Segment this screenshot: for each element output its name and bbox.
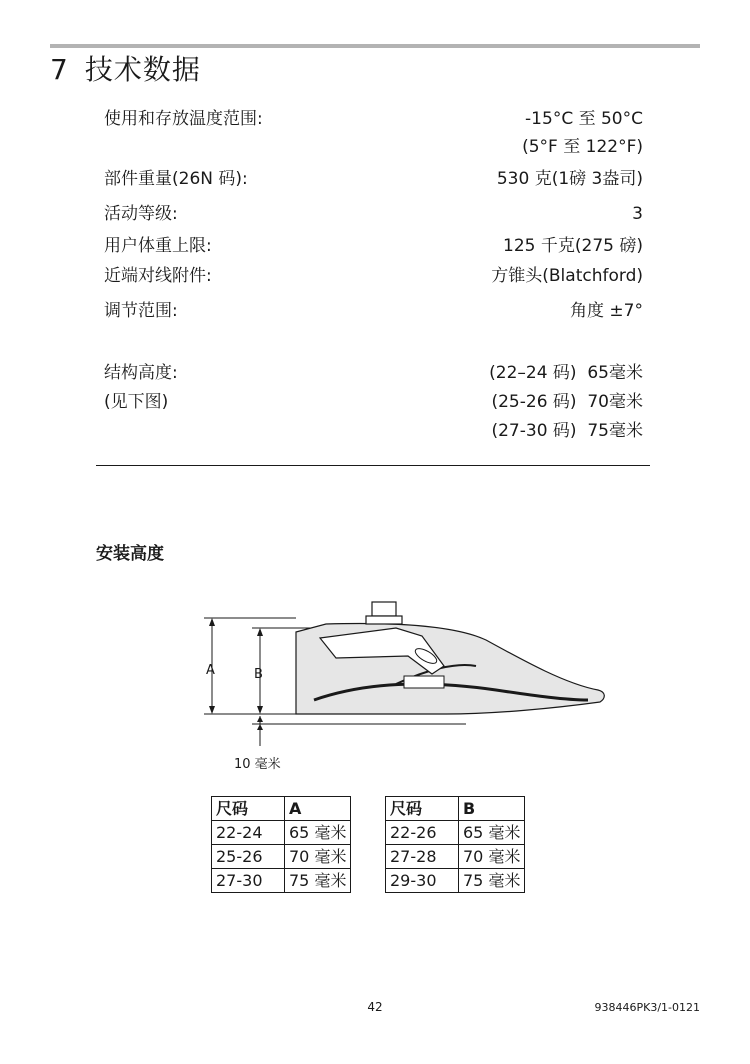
table-header-row <box>386 797 525 821</box>
foot-diagram-svg <box>196 596 616 786</box>
table-row <box>212 845 351 869</box>
dimension-a-label: A <box>206 663 215 678</box>
table-header-row <box>212 797 351 821</box>
section-number: 7 <box>50 53 69 86</box>
table-header: 尺码 <box>212 797 285 821</box>
spec-value: 3 <box>632 204 643 224</box>
build-height-value: (22–24 码) 65毫米 <box>489 363 643 383</box>
spec-build-height <box>104 362 643 446</box>
pyramid-adaptor <box>372 602 396 616</box>
table-cell: 22-26 <box>386 821 459 845</box>
spec-value: 方锥头(Blatchford) <box>491 266 643 286</box>
page-number: 42 <box>367 1000 383 1014</box>
table-cell: 65 毫米 <box>459 821 525 845</box>
dimension-b-label: B <box>254 667 263 682</box>
section-divider <box>96 465 650 466</box>
section-title <box>50 50 201 90</box>
table-cell: 22-24 <box>212 821 285 845</box>
build-height-value: (25-26 码) 70毫米 <box>491 392 643 412</box>
build-height-label: 结构高度: <box>104 363 178 383</box>
top-rule <box>50 44 700 48</box>
spec-label: 调节范围: <box>104 301 178 321</box>
table-cell: 25-26 <box>212 845 285 869</box>
table-cell: 29-30 <box>386 869 459 893</box>
table-header: A <box>285 797 351 821</box>
spec-label: 用户体重上限: <box>104 236 212 256</box>
spec-label: 使用和存放温度范围: <box>104 109 263 129</box>
spec-label: 近端对线附件: <box>104 266 212 286</box>
table-row <box>386 869 525 893</box>
arrow-icon <box>209 618 215 626</box>
table-cell: 65 毫米 <box>285 821 351 845</box>
table-cell: 70 毫米 <box>459 845 525 869</box>
offset-label: 10 毫米 <box>234 757 281 772</box>
spec-value: 角度 ±7° <box>570 301 643 321</box>
spec-value: 530 克(1磅 3盎司) <box>496 169 643 189</box>
table-header: 尺码 <box>386 797 459 821</box>
foot-diagram <box>196 596 616 786</box>
table-header: B <box>459 797 525 821</box>
table-cell: 27-28 <box>386 845 459 869</box>
table-row <box>212 869 351 893</box>
table-cell: 70 毫米 <box>285 845 351 869</box>
table-cell: 75 毫米 <box>285 869 351 893</box>
table-cell: 75 毫米 <box>459 869 525 893</box>
spec-label: 活动等级: <box>104 204 178 224</box>
size-table-a <box>211 796 351 893</box>
build-height-note: (见下图) <box>104 392 169 412</box>
spec-value: -15°C 至 50°C <box>525 109 643 129</box>
spec-label: 部件重量(26N 码): <box>104 169 248 189</box>
adaptor-base <box>366 616 402 624</box>
section-title-text: 技术数据 <box>84 53 201 86</box>
arrow-icon <box>257 706 263 714</box>
arrow-icon <box>257 724 263 730</box>
spec-value: 125 千克(275 磅) <box>503 236 643 256</box>
document-code: 938446PK3/1-0121 <box>594 1001 700 1014</box>
lower-attachment <box>404 676 444 688</box>
arrow-icon <box>257 628 263 636</box>
arrow-icon <box>209 706 215 714</box>
table-cell: 27-30 <box>212 869 285 893</box>
table-row <box>386 845 525 869</box>
size-table-b <box>385 796 525 893</box>
install-height-heading: 安装高度 <box>96 544 164 564</box>
table-row <box>212 821 351 845</box>
table-row <box>386 821 525 845</box>
build-height-value: (27-30 码) 75毫米 <box>491 421 643 441</box>
spec-temperature <box>104 108 643 158</box>
arrow-icon <box>257 716 263 722</box>
spec-value: (5°F 至 122°F) <box>522 137 643 157</box>
